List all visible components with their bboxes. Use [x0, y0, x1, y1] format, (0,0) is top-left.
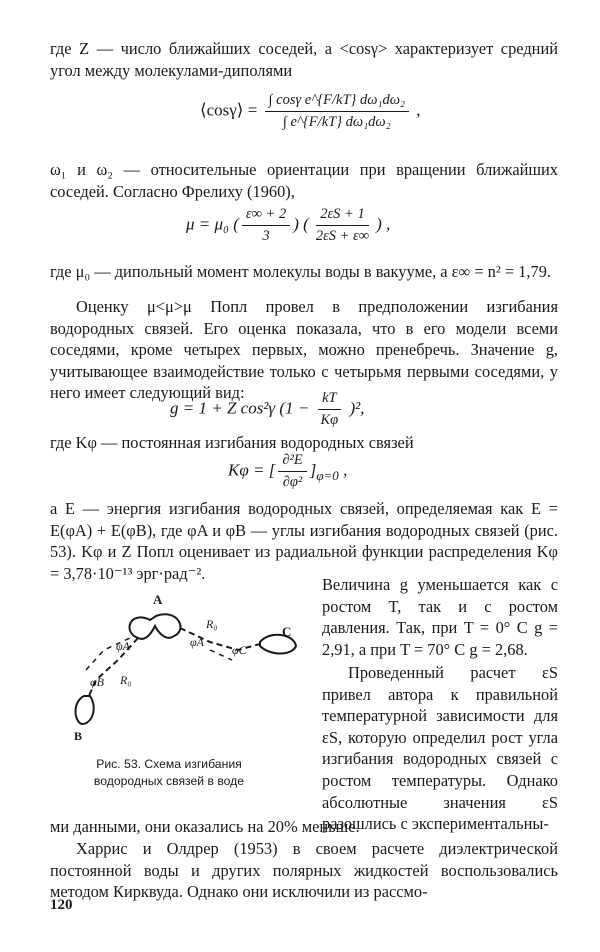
figure-53-diagram	[60, 590, 310, 750]
label-phi-b: φB	[90, 675, 104, 689]
paragraph-5: где Kφ — постоянная изгибания водородных связей	[50, 433, 414, 452]
paragraph-8: Проведенный расчет εS привел автора к правильной температурной зависимости для εS, которую определил рост угла изгибания водородных связей с ростом температуры. Однако абсолютные значения εS разошлись с экспериментальны-	[322, 663, 558, 834]
molecule-a	[129, 614, 180, 639]
label-phi-c: φC	[232, 643, 247, 657]
page-number: 120	[50, 897, 73, 913]
paragraph-2: ω₁ и ω₂ — относительные ориентации при вращении ближайших соседей. Согласно Фрелиху (1960),	[50, 160, 558, 201]
label-a: A	[153, 592, 163, 607]
paragraph-1: где Z — число ближайших соседей, а <cosγ> характеризует средний угол между молекулами-диполями	[50, 39, 558, 80]
label-phi-a: φA	[190, 635, 204, 649]
paragraph-9: ми данными, они оказались на 20% меньше.	[50, 817, 360, 836]
dashed-line-lower	[210, 650, 232, 660]
equation-g: g = 1 + Z cos²γ (1 − $\frac{kT}{K\varphi}$ )²,	[170, 390, 365, 428]
paragraph-6: а E — энергия изгибания водородных связей, определяемая как E = E(φA) + E(φB), где φA и φB — углы изгибания водородных связей (рис. 53). Kφ и Z Попл оценивает из радиальной функции распределения Kφ = 3,78·10⁻¹³ эрг·рад⁻².	[50, 499, 558, 583]
bond-ab	[88, 638, 138, 698]
figure-caption: Рис. 53. Схема изгибания водородных связей в воде	[93, 757, 245, 788]
paragraph-3: где μ₀ — дипольный момент молекулы воды в вакууме, а ε∞ = n² = 1,79.	[50, 262, 552, 281]
label-phi-a-left: φA	[116, 639, 130, 653]
label-c: C	[282, 624, 292, 639]
molecule-b	[76, 696, 94, 724]
label-r0-top: R₀	[206, 617, 218, 631]
label-r0-left: R₀	[120, 673, 132, 687]
paragraph-7: Величина g уменьшается как с ростом T, так и с ростом давления. Так, при T = 0° C g = 2,91, а при T = 70° C g = 2,68.	[322, 575, 558, 659]
equation-k-phi: Kφ = [ $\frac{\text{∂²E}}{\text{∂φ²}}$ ]$_{\varphi=0}$ ,	[228, 452, 348, 490]
equation-cos-gamma: ⟨cosγ⟩ = $\frac{\text{∫ cosγ e\textasciicircum{}\{F/kT\} dω₁dω₂}}{\text{∫ e\textasciicircum{}\{F/kT\} dω₁dω₂}}$ ,	[200, 92, 421, 130]
paragraph-10: Харрис и Олдрер (1953) в своем расчете диэлектрической постоянной воды и других полярных жидкостей воспользовались методом Кирквуда. Однако они исключили из рассмо-	[50, 839, 558, 902]
equation-mu: μ = μ₀ ( $\frac{\varepsilon\infty + 2}{3}$ ) ( $\frac{2\varepsilon S + 1}{2\varepsilon S + \varepsilon\infty}$ ) ,	[186, 206, 391, 244]
paragraph-4: Оценку μ<μ>μ Попл провел в предположении изгибания водородных связей. Его оценка показала, что в его модели всеми соседями, кроме четырех первых, можно пренебречь. Значение g, учитывающее взаимодействие только с четырьмя первыми соседями, у него имеет следующий вид:	[50, 297, 558, 403]
label-b: B	[74, 729, 83, 743]
